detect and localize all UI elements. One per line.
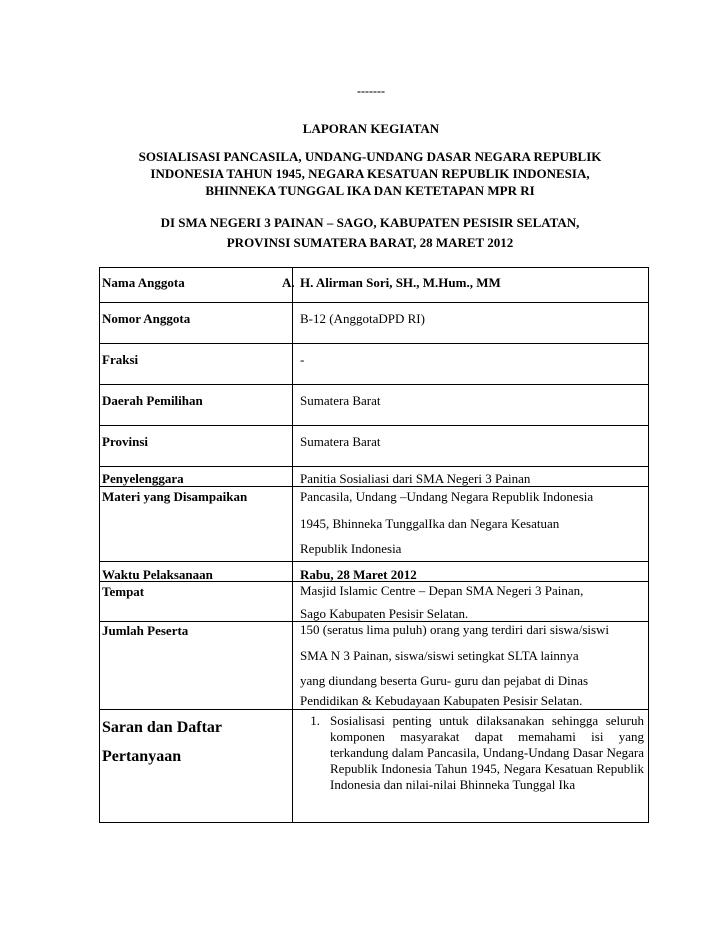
saran-value — [293, 710, 649, 823]
jumlah-peserta-line: SMA N 3 Painan, siswa/siswi setingkat SLTA lainnya — [300, 648, 579, 663]
report-form-table — [99, 267, 649, 823]
materi-value — [293, 487, 649, 562]
daerah-pemilihan-value: Sumatera Barat — [293, 385, 649, 426]
materi-line: Republik Indonesia — [300, 541, 402, 556]
nama-anggota-prefix: A. — [282, 275, 295, 290]
row-provinsi — [100, 426, 649, 467]
fraksi-label: Fraksi — [100, 344, 293, 385]
waktu-value: Rabu, 28 Maret 2012 — [293, 562, 649, 582]
list-item-text: Sosialisasi penting untuk dilaksanakan sehingga seluruh komponen masyarakat dapat memahami isi yang terkandung dalam Pancasila, Undang-Undang Dasar Negara Republik Indonesia Tahun 1945, Negara Kesatuan Republik Indonesia dan nilai-nilai Bhinneka Tunggal Ika — [330, 713, 644, 792]
provinsi-value: Sumatera Barat — [293, 426, 649, 467]
fraksi-value: - — [293, 344, 649, 385]
jumlah-peserta-line: 150 (seratus lima puluh) orang yang terdiri dari siswa/siswi — [300, 622, 610, 637]
list-item-number: 1. — [310, 713, 320, 728]
document-location — [110, 213, 630, 253]
document-title: LAPORAN KEGIATAN — [302, 121, 440, 136]
materi-line: 1945, Bhinneka TunggalIka dan Negara Kesatuan — [300, 516, 560, 531]
tempat-label: Tempat — [100, 582, 293, 622]
tempat-line: Sago Kabupaten Pesisir Selatan. — [300, 606, 469, 621]
subtitle-line: SOSIALISASI PANCASILA, UNDANG-UNDANG DASAR NEGARA REPUBLIK — [138, 149, 602, 164]
penyelenggara-value: Panitia Sosialiasi dari SMA Negeri 3 Painan — [293, 467, 649, 487]
row-tempat — [100, 582, 649, 622]
document-subtitle — [110, 148, 630, 199]
jumlah-peserta-value — [293, 622, 649, 710]
subtitle-line: BHINNEKA TUNGGAL IKA DAN KETETAPAN MPR RI — [205, 183, 535, 198]
tempat-line: Masjid Islamic Centre – Depan SMA Negeri 3 Painan, — [300, 583, 584, 598]
tempat-value — [293, 582, 649, 622]
nomor-anggota-label: Nomor Anggota — [100, 303, 293, 344]
materi-label: Materi yang Disampaikan — [100, 487, 293, 562]
materi-line: Pancasila, Undang –Undang Negara Republik Indonesia — [300, 489, 594, 504]
saran-label-line: Pertanyaan — [102, 748, 182, 765]
penyelenggara-label: Penyelenggara — [100, 467, 293, 487]
header-dashes: ------- — [357, 84, 385, 98]
jumlah-peserta-line: Pendidikan & Kebudayaan Kabupaten Pesisir Selatan. — [300, 693, 583, 708]
row-saran — [100, 710, 649, 823]
saran-label-cell — [100, 710, 293, 823]
row-waktu — [100, 562, 649, 582]
row-nomor-anggota — [100, 303, 649, 344]
daerah-pemilihan-label: Daerah Pemilihan — [100, 385, 293, 426]
row-materi — [100, 487, 649, 562]
row-daerah-pemilihan — [100, 385, 649, 426]
nama-anggota-label: Nama Anggota — [102, 275, 185, 290]
row-fraksi — [100, 344, 649, 385]
location-line: PROVINSI SUMATERA BARAT, 28 MARET 2012 — [226, 235, 514, 250]
row-penyelenggara — [100, 467, 649, 487]
jumlah-peserta-line: yang diundang beserta Guru- guru dan pejabat di Dinas — [300, 673, 589, 688]
subtitle-line: INDONESIA TAHUN 1945, NEGARA KESATUAN REPUBLIK INDONESIA, — [150, 166, 590, 181]
jumlah-peserta-label: Jumlah Peserta — [100, 622, 293, 710]
label-cell — [100, 268, 293, 303]
row-nama-anggota — [100, 268, 649, 303]
provinsi-label: Provinsi — [100, 426, 293, 467]
location-line: DI SMA NEGERI 3 PAINAN – SAGO, KABUPATEN PESISIR SELATAN, — [160, 215, 580, 230]
nomor-anggota-value: B-12 (AnggotaDPD RI) — [293, 303, 649, 344]
waktu-label: Waktu Pelaksanaan — [100, 562, 293, 582]
list-item — [300, 713, 644, 793]
saran-label-line: Saran dan Daftar — [102, 719, 223, 736]
row-jumlah-peserta — [100, 622, 649, 710]
nama-anggota-value: H. Alirman Sori, SH., M.Hum., MM — [293, 268, 649, 303]
